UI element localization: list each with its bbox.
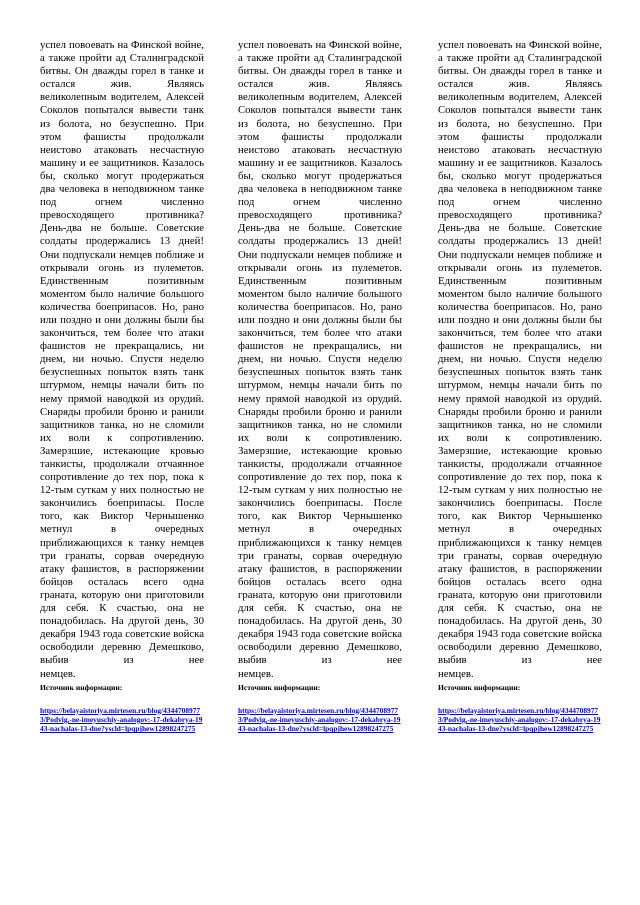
article-body: успел повоевать на Финской войне, а также пройти ад Сталинградской битвы. Он дважды горел в танке и остался жив. Являясь великолепным водителем, Алексей Соколов попытался вывести танк из болота, но безуспешно. При этом фашисты продолжали неистово атаковать несчастную машину и ее защитников. Казалось бы, сколько могут продержаться два человека в неподвижном танке под огнем численно превосходящего противника? День-два не больше. Советские солдаты продержались 13 дней! Они подпускали немцев поближе и открывали огонь из пулеметов. Единственным позитивным моментом было наличие большого количества боеприпасов. Но, рано или поздно и они должны были бы закончиться, тем более что атаки фашистов не прекращались, ни днем, ни ночью. Спустя неделю безуспешных попыток взять танк штурмом, немцы начали бить по нему прямой наводкой из орудий. Снаряды пробили броню и ранили защитников танка, но не сломили их воли к сопротивлению. Замерзшие, истекающие кровью танкисты, продолжали отчаянное сопротивление до тех пор, пока к 12-тым суткам у них полностью не закончились боеприпасы. После того, как Виктор Чернышенко метнул в очередных приближающихся к танку немцев три гранаты, сорвав очередную атаку фашистов, в распоряжении бойцов осталась всего одна граната, которую они приготовили для себя. К счастью, она не понадобилась. На другой день, 30 декабря 1943 года советские войска освободили деревню Демешково, выбив из нее: [40, 39, 204, 667]
article-body: успел повоевать на Финской войне, а также пройти ад Сталинградской битвы. Он дважды горел в танке и остался жив. Являясь великолепным водителем, Алексей Соколов попытался вывести танк из болота, но безуспешно. При этом фашисты продолжали неистово атаковать несчастную машину и ее защитников. Казалось бы, сколько могут продержаться два человека в неподвижном танке под огнем численно превосходящего противника? День-два не больше. Советские солдаты продержались 13 дней! Они подпускали немцев поближе и открывали огонь из пулеметов. Единственным позитивным моментом было наличие большого количества боеприпасов. Но, рано или поздно и они должны были бы закончиться, тем более что атаки фашистов не прекращались, ни днем, ни ночью. Спустя неделю безуспешных попыток взять танк штурмом, немцы начали бить по нему прямой наводкой из орудий. Снаряды пробили броню и ранили защитников танка, но не сломили их воли к сопротивлению. Замерзшие, истекающие кровью танкисты, продолжали отчаянное сопротивление до тех пор, пока к 12-тым суткам у них полностью не закончились боеприпасы. После того, как Виктор Чернышенко метнул в очередных приближающихся к танку немцев три гранаты, сорвав очередную атаку фашистов, в распоряжении бойцов осталась всего одна граната, которую они приготовили для себя. К счастью, она не понадобилась. На другой день, 30 декабря 1943 года советские войска освободили деревню Демешково, выбив из нее: [238, 39, 402, 667]
source-link[interactable]: https://belayaistoriya.mirtesen.ru/blog/43447089773/Podvig,-ne-imeyuschiy-analogov:-17-dekabrya-1943-nachalas-13-dne?yscld=lpqpjhew12898247275: [40, 705, 203, 734]
source-label: Источник информации:: [438, 682, 521, 692]
text-column-1: [40, 39, 204, 733]
article-paragraph: [40, 39, 204, 681]
source-link[interactable]: https://belayaistoriya.mirtesen.ru/blog/43447089773/Podvig,-ne-imeyuschiy-analogov:-17-dekabrya-1943-nachalas-13-dne?yscld=lpqpjhew12898247275: [238, 705, 401, 734]
article-paragraph: [238, 39, 402, 681]
article-paragraph: [438, 39, 602, 681]
source-link[interactable]: https://belayaistoriya.mirtesen.ru/blog/43447089773/Podvig,-ne-imeyuschiy-analogov:-17-dekabrya-1943-nachalas-13-dne?yscld=lpqpjhew12898247275: [438, 705, 601, 734]
text-column-3: [438, 39, 602, 733]
article-body: успел повоевать на Финской войне, а также пройти ад Сталинградской битвы. Он дважды горел в танке и остался жив. Являясь великолепным водителем, Алексей Соколов попытался вывести танк из болота, но безуспешно. При этом фашисты продолжали неистово атаковать несчастную машину и ее защитников. Казалось бы, сколько могут продержаться два человека в неподвижном танке под огнем численно превосходящего противника? День-два не больше. Советские солдаты продержались 13 дней! Они подпускали немцев поближе и открывали огонь из пулеметов. Единственным позитивным моментом было наличие большого количества боеприпасов. Но, рано или поздно и они должны были бы закончиться, тем более что атаки фашистов не прекращались, ни днем, ни ночью. Спустя неделю безуспешных попыток взять танк штурмом, немцы начали бить по нему прямой наводкой из орудий. Снаряды пробили броню и ранили защитников танка, но не сломили их воли к сопротивлению. Замерзшие, истекающие кровью танкисты, продолжали отчаянное сопротивление до тех пор, пока к 12-тым суткам у них полностью не закончились боеприпасы. После того, как Виктор Чернышенко метнул в очередных приближающихся к танку немцев три гранаты, сорвав очередную атаку фашистов, в распоряжении бойцов осталась всего одна граната, которую они приготовили для себя. К счастью, она не понадобилась. На другой день, 30 декабря 1943 года советские войска освободили деревню Демешково, выбив из нее: [438, 39, 602, 667]
text-column-2: [238, 39, 402, 733]
article-ending: немцев.: [40, 667, 76, 680]
article-ending: немцев.: [438, 667, 474, 680]
source-label: Источник информации:: [40, 682, 123, 692]
article-ending: немцев.: [238, 667, 274, 680]
source-label: Источник информации:: [238, 682, 321, 692]
